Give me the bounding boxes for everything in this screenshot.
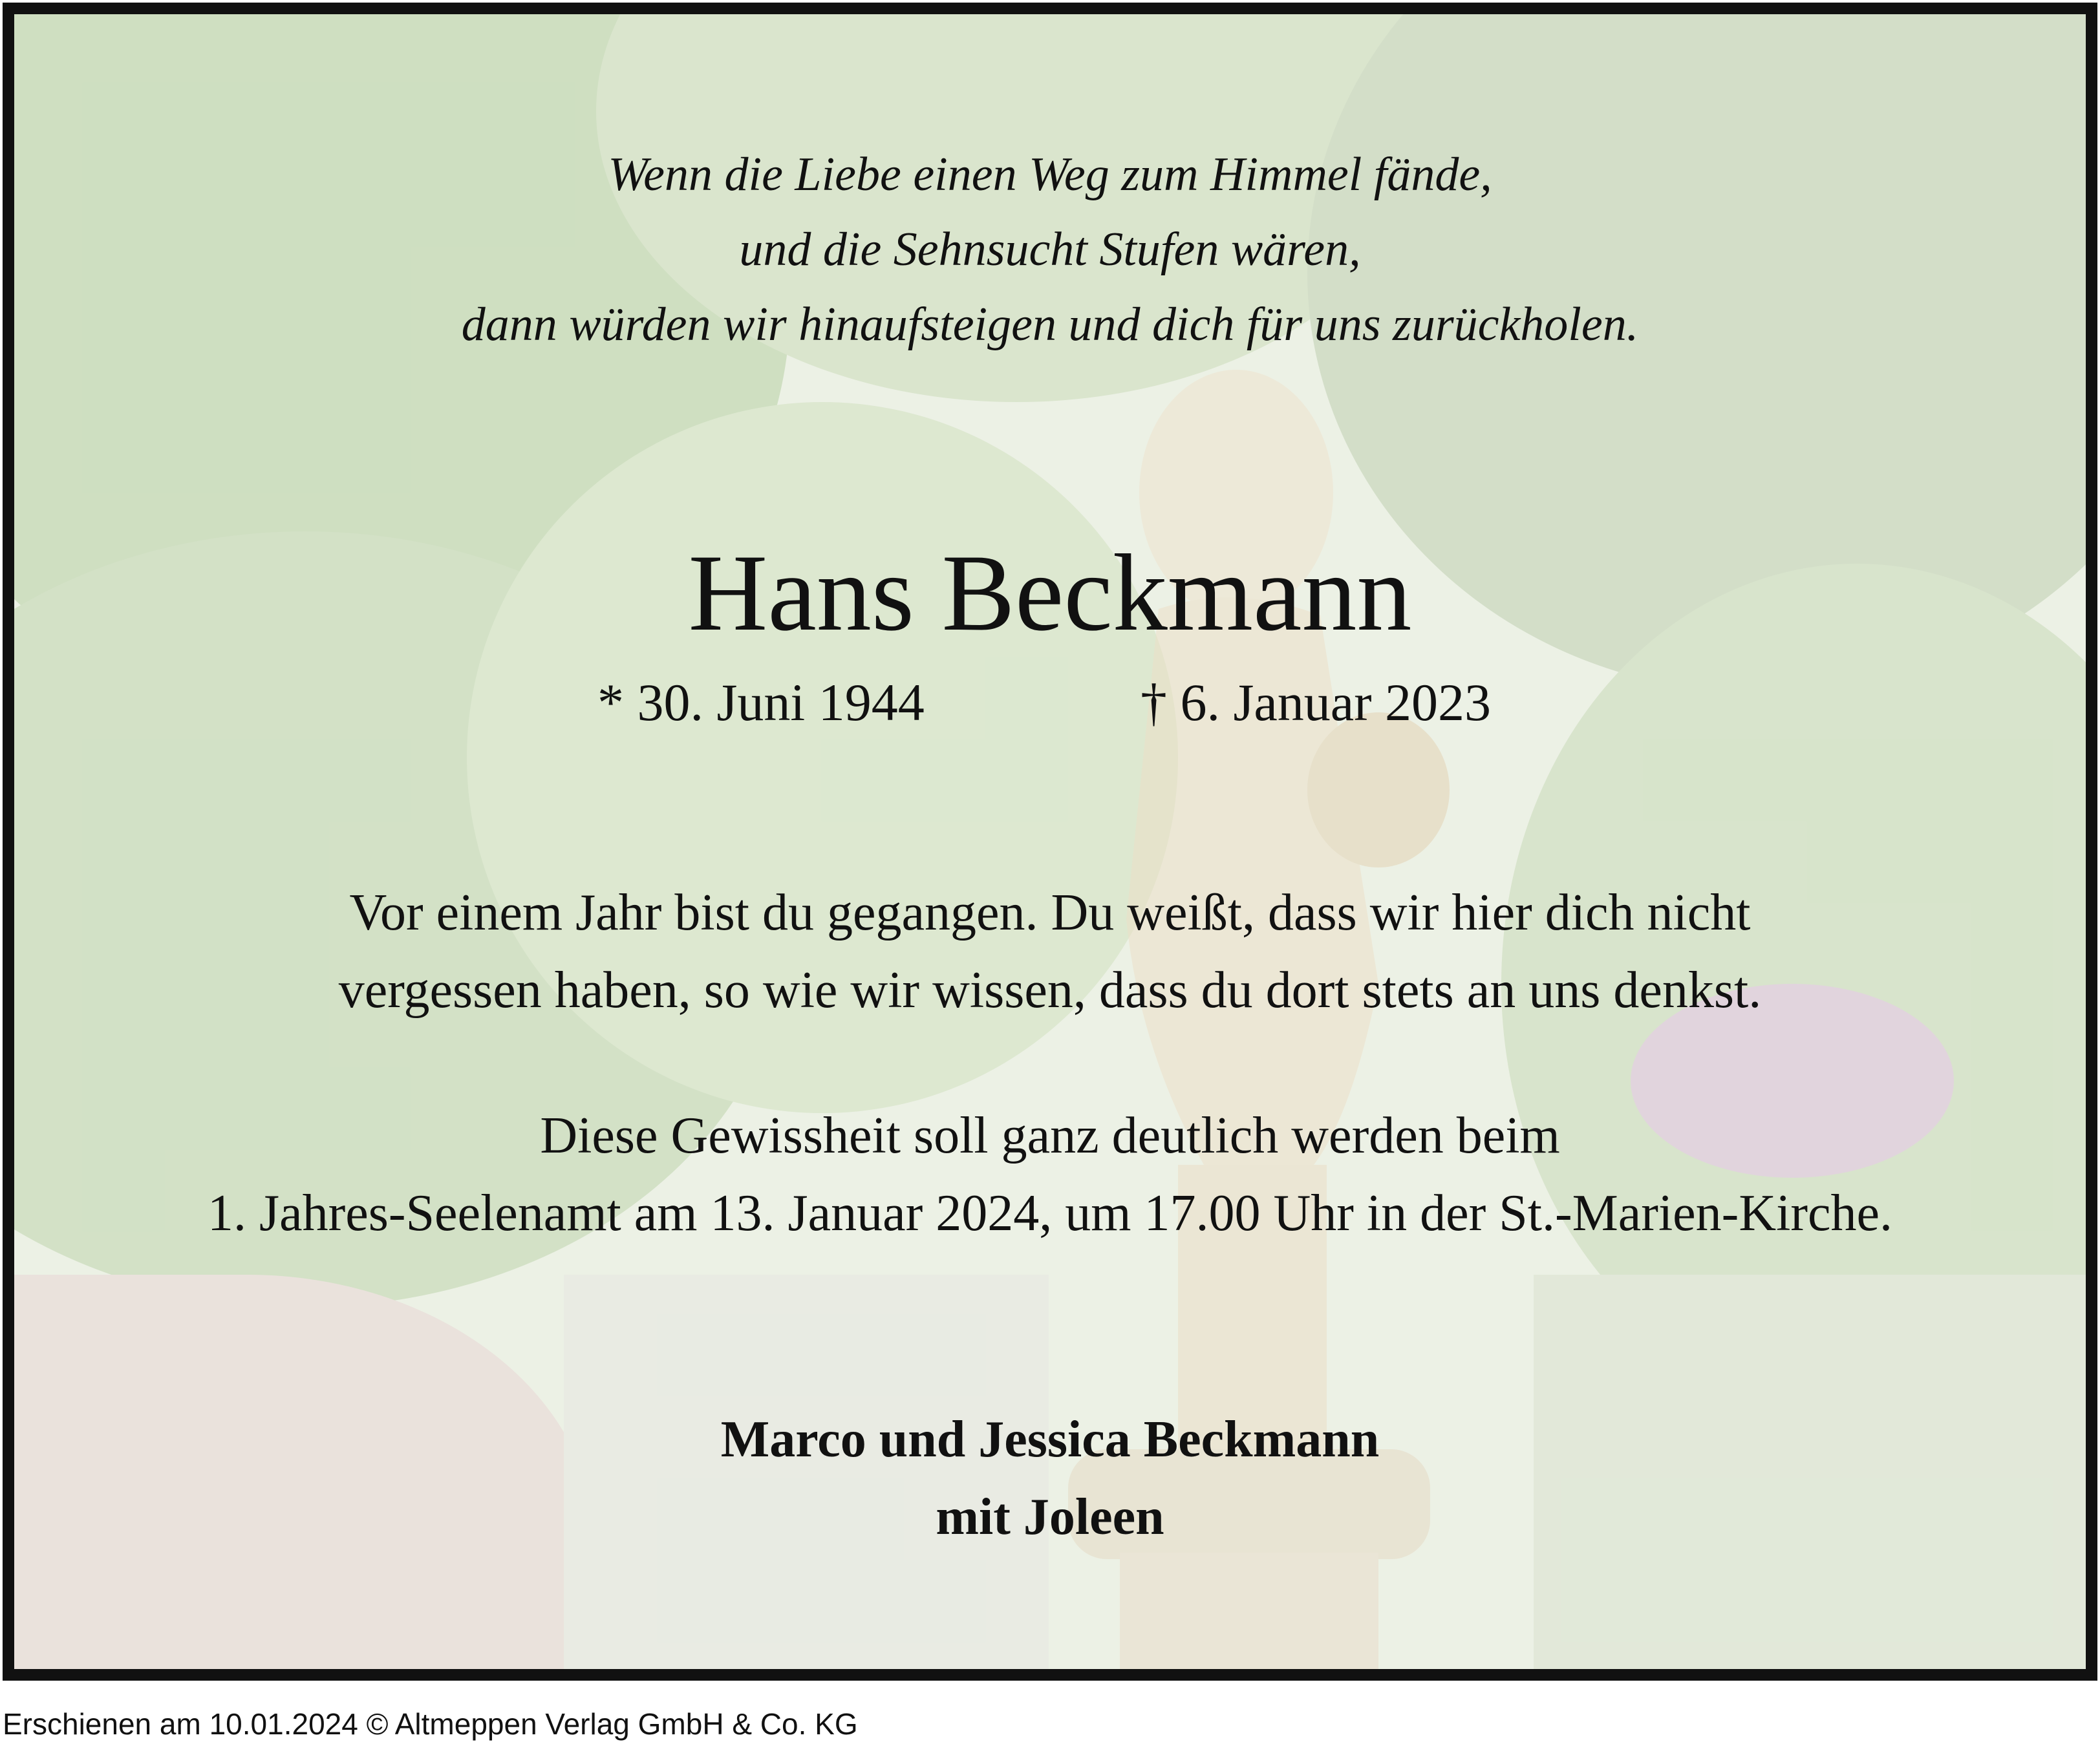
service-announcement bbox=[14, 1097, 2086, 1252]
poem-line: Wenn die Liebe einen Weg zum Himmel fände, bbox=[608, 148, 1492, 201]
deceased-name: Hans Beckmann bbox=[688, 532, 1412, 654]
memorial-poem bbox=[14, 137, 2086, 362]
message-line: vergessen haben, so wie wir wissen, dass du dort stets an uns denkst. bbox=[338, 962, 1762, 1019]
signature-line: mit Joleen bbox=[936, 1489, 1164, 1546]
message-line: Vor einem Jahr bist du gegangen. Du weißt, dass wir hier dich nicht bbox=[349, 884, 1751, 941]
signature-line: Marco und Jessica Beckmann bbox=[720, 1411, 1380, 1468]
poem-line: dann würden wir hinaufsteigen und dich für uns zurückholen. bbox=[461, 298, 1639, 351]
publication-credit: Erschienen am 10.01.2024 © Altmeppen Verlag GmbH & Co. KG bbox=[3, 1707, 858, 1741]
obituary-notice bbox=[3, 3, 2097, 1681]
birth-date: * 30. Juni 1944 bbox=[597, 673, 925, 732]
family-signature bbox=[14, 1401, 2086, 1556]
announcement-line: Diese Gewissheit soll ganz deutlich werden beim bbox=[540, 1107, 1560, 1164]
announcement-line: 1. Jahres-Seelenamt am 13. Januar 2024, um 17.00 Uhr in der St.-Marien-Kirche. bbox=[208, 1185, 1892, 1242]
poem-line: und die Sehnsucht Stufen wären, bbox=[739, 223, 1361, 276]
death-date: † 6. Januar 2023 bbox=[1141, 673, 1492, 732]
memorial-message bbox=[14, 874, 2086, 1029]
